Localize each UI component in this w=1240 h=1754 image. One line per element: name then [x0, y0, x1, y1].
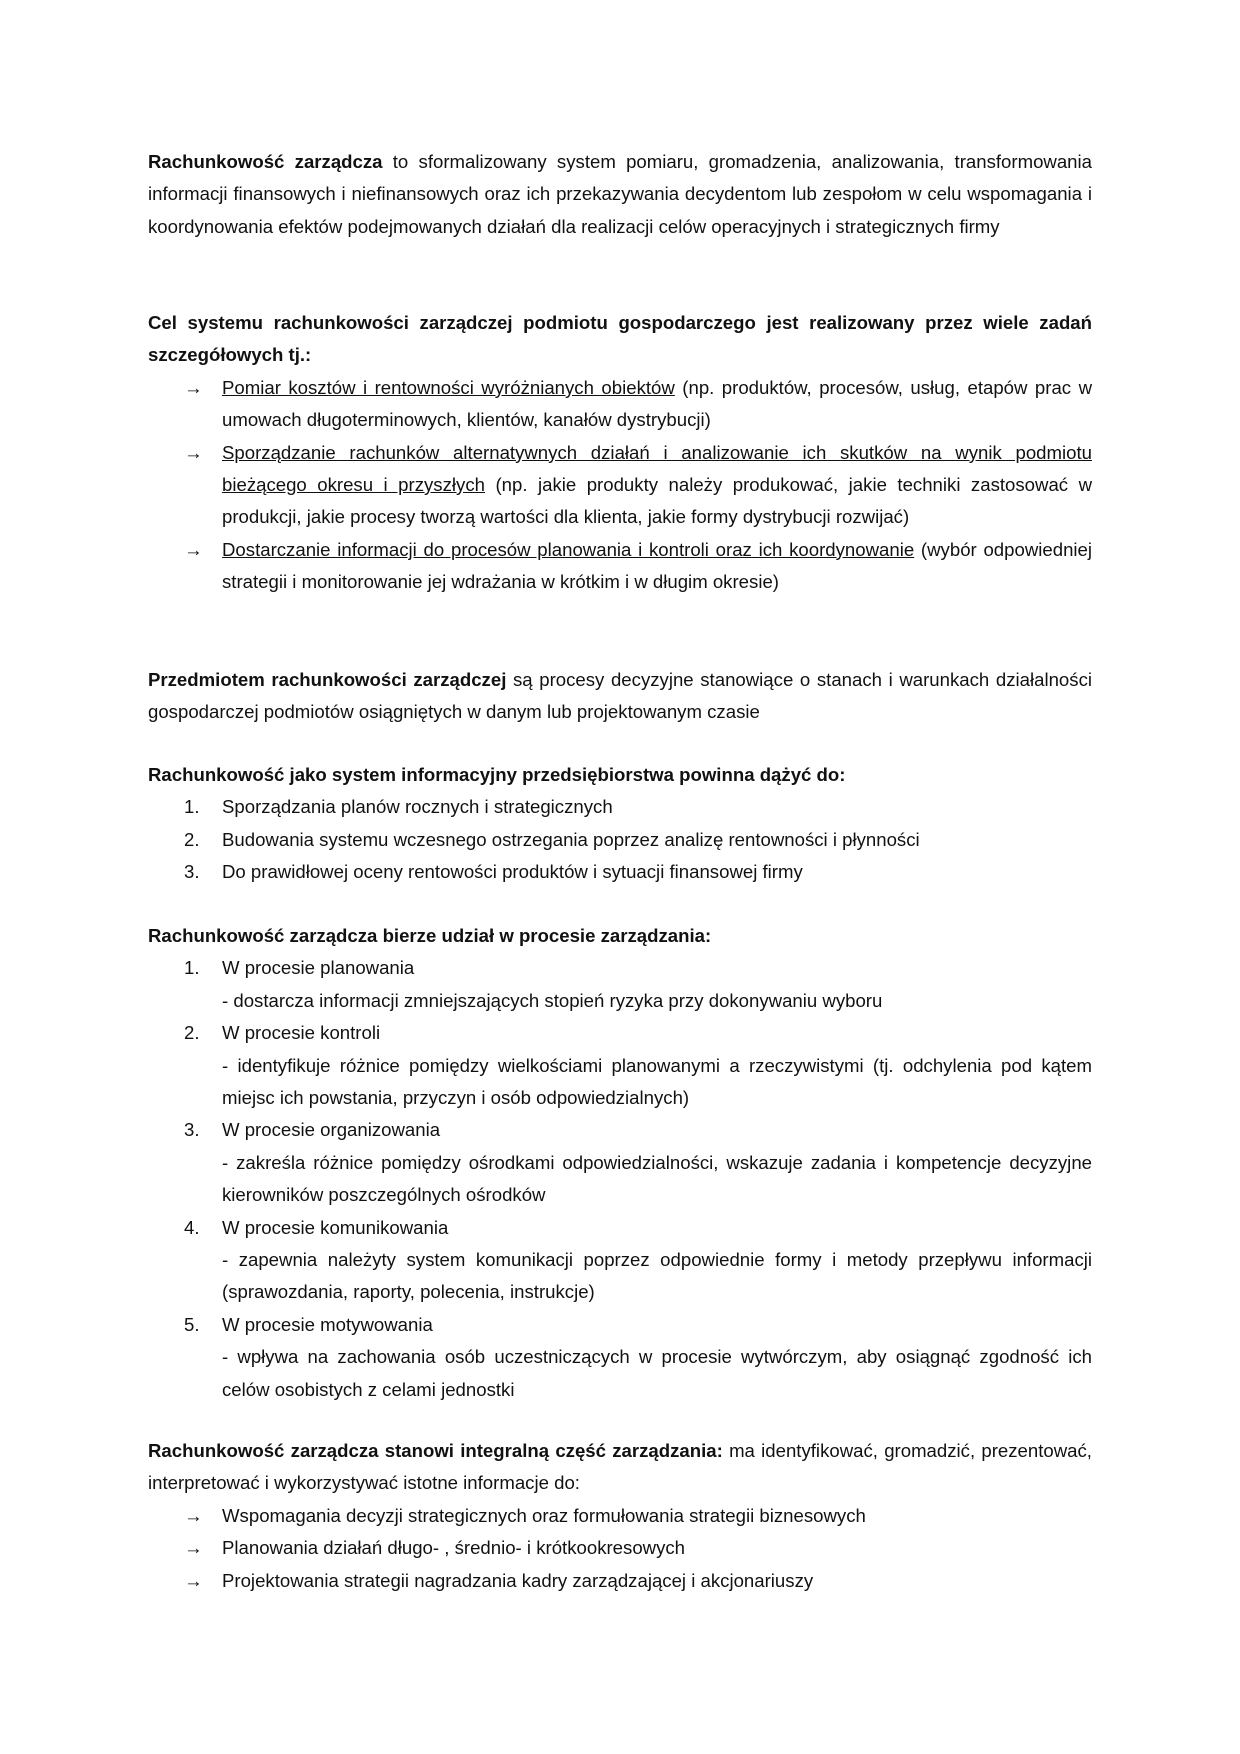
- intro-paragraph: [148, 146, 1092, 243]
- item-underlined: Dostarczanie informacji do procesów planowania i kontroli oraz ich koordynowanie: [222, 538, 915, 560]
- intro-text: to sformalizowany system pomiaru, gromadzenia, analizowania, transformowania informacji finansowych i niefinansowych oraz ich przekazywania decydentom lub zespołom w celu wspomagania i koordynowania efektów podejmowanych działań dla realizacji celów operacyjnych i strategicznych firmy: [148, 151, 1092, 237]
- integralna-term: Rachunkowość zarządcza stanowi integralną część zarządzania:: [148, 1440, 723, 1461]
- arrow-icon: →: [184, 441, 203, 463]
- item-number: 1.: [184, 796, 200, 818]
- przedmiot-term: Przedmiotem rachunkowości zarządczej: [148, 669, 507, 690]
- przedmiot-text: są procesy decyzyjne stanowiące o stanach i warunkach działalności gospodarczej podmiotów osiągniętych w danym lub projektowanym czasie: [148, 669, 1093, 723]
- item-title: W procesie komunikowania: [222, 1216, 449, 1238]
- item-text: (wybór odpowiedniej strategii i monitorowanie jej wdrażania w krótkim i w długim okresie): [222, 538, 1093, 593]
- przedmiot-paragraph: [148, 664, 1092, 729]
- item-text: Do prawidłowej oceny rentowości produktów i sytuacji finansowej firmy: [222, 861, 803, 883]
- list-item: [148, 824, 1092, 856]
- item-number: 3.: [184, 861, 200, 883]
- item-text: (np. produktów, procesów, usług, etapów prac w umowach długoterminowych, klientów, kanałów dystrybucji): [222, 376, 1092, 431]
- item-text: (np. jakie produkty należy produkować, jakie techniki zastosować w produkcji, jakie procesy tworzą wartości dla klienta, jakie formy dystrybucji rozwijać): [222, 474, 1092, 528]
- list-item: [148, 1500, 1092, 1532]
- list-item: [148, 1309, 1092, 1406]
- list-item: [148, 856, 1092, 888]
- przedmiot-section: [148, 664, 1092, 729]
- system-list: [148, 791, 1092, 888]
- arrow-icon: →: [184, 538, 203, 560]
- integralna-text: ma identyfikować, gromadzić, prezentować, interpretować i wykorzystywać istotne informacje do:: [148, 1440, 1092, 1494]
- item-number: 1.: [184, 957, 200, 979]
- cel-section: [148, 307, 1092, 599]
- item-title: W procesie kontroli: [222, 1022, 381, 1044]
- integralna-list: [148, 1500, 1092, 1597]
- item-desc: - identyfikuje różnice pomiędzy wielkościami planowanymi a rzeczywistymi (tj. odchylenia pod kątem miejsc ich powstania, przyczyn i osób odpowiedzialnych): [222, 1054, 1092, 1109]
- item-title: W procesie organizowania: [222, 1119, 441, 1141]
- item-title: W procesie motywowania: [222, 1313, 433, 1335]
- cel-heading: [148, 307, 1092, 372]
- intro-term: Rachunkowość zarządcza: [148, 151, 383, 172]
- item-underlined: Pomiar kosztów i rentowności wyróżnianych obiektów: [222, 376, 675, 398]
- integralna-section: [148, 1435, 1092, 1597]
- arrow-icon: →: [184, 376, 203, 398]
- item-number: 5.: [184, 1313, 200, 1335]
- udzial-section: [148, 920, 1092, 1406]
- cel-list: [148, 372, 1092, 599]
- item-text: Budowania systemu wczesnego ostrzegania poprzez analizę rentowności i płynności: [222, 828, 920, 850]
- list-item: [148, 1114, 1092, 1211]
- list-item: [148, 1017, 1092, 1114]
- list-item: [148, 372, 1092, 437]
- item-text: Sporządzania planów rocznych i strategicznych: [222, 796, 613, 818]
- udzial-heading-text: Rachunkowość zarządcza bierze udział w procesie zarządzania:: [148, 925, 712, 946]
- item-text: Projektowania strategii nagradzania kadry zarządzającej i akcjonariuszy: [222, 1569, 814, 1591]
- item-desc: - zapewnia należyty system komunikacji poprzez odpowiednie formy i metody przepływu informacji (sprawozdania, raporty, polecenia, instrukcje): [222, 1249, 1092, 1303]
- list-item: [148, 437, 1092, 534]
- item-number: 2.: [184, 828, 200, 850]
- udzial-list: [148, 952, 1092, 1406]
- item-text: Wspomagania decyzji strategicznych oraz formułowania strategii biznesowych: [222, 1504, 866, 1526]
- arrow-icon: →: [184, 1569, 203, 1591]
- list-item: [148, 952, 1092, 1017]
- item-desc: - wpływa na zachowania osób uczestniczących w procesie wytwórczym, aby osiągnąć zgodność ich celów osobistych z celami jednostki: [222, 1346, 1092, 1400]
- arrow-icon: →: [184, 1537, 203, 1559]
- item-title: W procesie planowania: [222, 957, 415, 979]
- cel-heading-text: Cel systemu rachunkowości zarządczej podmiotu gospodarczego jest realizowany przez wiele zadań szczegółowych tj.:: [148, 312, 1092, 366]
- item-desc: - zakreśla różnice pomiędzy ośrodkami odpowiedzialności, wskazuje zadania i kompetencje decyzyjne kierowników poszczególnych ośrodków: [222, 1151, 1092, 1206]
- arrow-icon: →: [184, 1504, 203, 1526]
- list-item: [148, 791, 1092, 823]
- item-underlined: Sporządzanie rachunków alternatywnych działań i analizowanie ich skutków na wynik podmiotu bieżącego okresu i przyszłych: [222, 441, 1092, 496]
- list-item: [148, 1565, 1092, 1597]
- list-item: [148, 1212, 1092, 1309]
- system-section: [148, 759, 1092, 889]
- integralna-paragraph: [148, 1435, 1092, 1500]
- item-number: 4.: [184, 1216, 200, 1238]
- item-desc: - dostarcza informacji zmniejszających stopień ryzyka przy dokonywaniu wyboru: [222, 989, 883, 1011]
- item-number: 3.: [184, 1119, 200, 1141]
- list-item: [148, 1532, 1092, 1564]
- udzial-heading: [148, 920, 1092, 952]
- system-heading: [148, 759, 1092, 791]
- list-item: [148, 534, 1092, 599]
- item-number: 2.: [184, 1022, 200, 1044]
- system-heading-text: Rachunkowość jako system informacyjny przedsiębiorstwa powinna dążyć do:: [148, 764, 846, 785]
- intro-section: [148, 146, 1092, 243]
- item-text: Planowania działań długo- , średnio- i krótkookresowych: [222, 1537, 686, 1559]
